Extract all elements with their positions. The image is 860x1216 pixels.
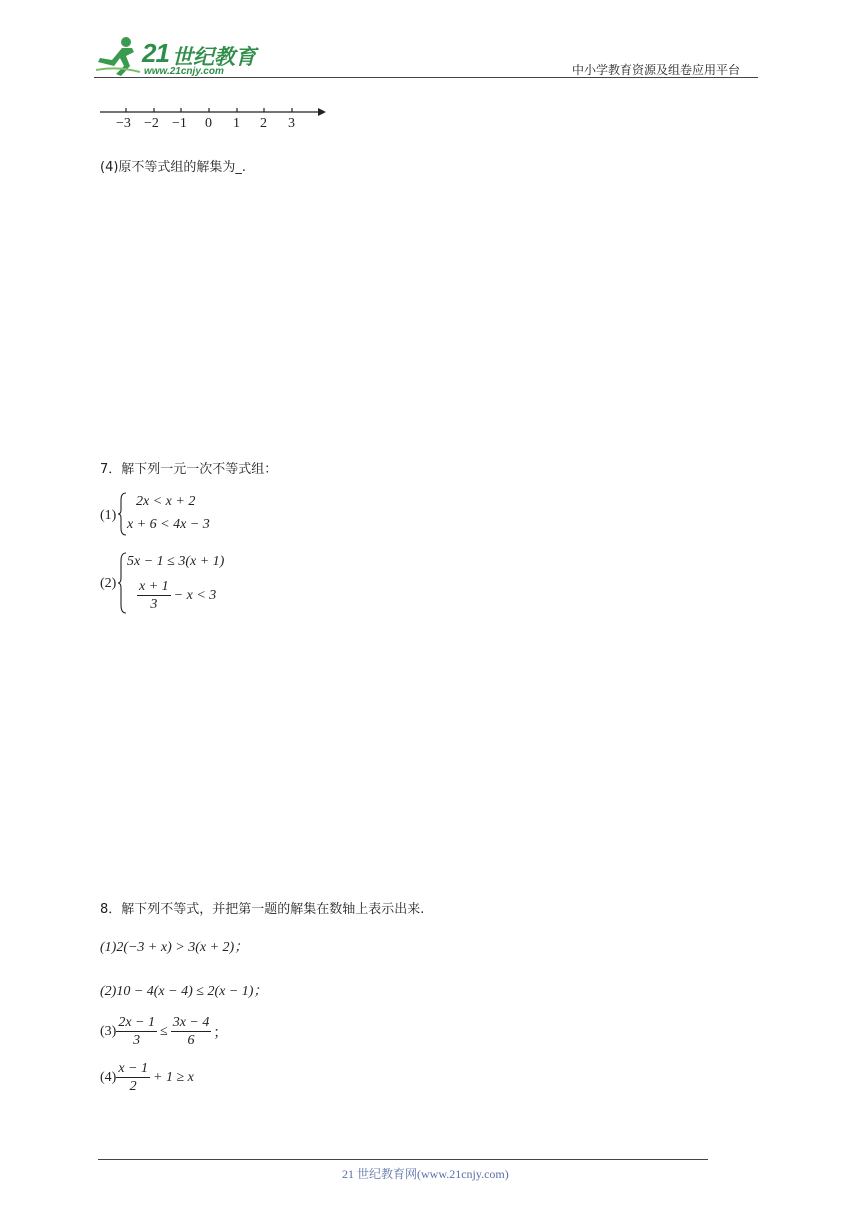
footer-rule	[98, 1159, 708, 1160]
tick-label: 3	[288, 116, 295, 131]
denominator: 3	[150, 597, 158, 612]
relation: ≤	[160, 1023, 168, 1039]
fraction	[171, 1014, 212, 1049]
denominator: 6	[187, 1033, 195, 1048]
tick-label: −2	[144, 116, 159, 131]
q8-part4	[100, 1060, 194, 1095]
fraction	[116, 1060, 150, 1095]
q7-part1-line2: x + 6 < 4x − 3	[127, 517, 210, 532]
header-rule	[94, 77, 758, 78]
fraction	[116, 1014, 157, 1049]
q7-part2-line1: 5x − 1 ≤ 3(x + 1)	[127, 554, 225, 569]
expression-rest: − x < 3	[173, 587, 217, 603]
q8-title: 8．解下列不等式，并把第一题的解集在数轴上表示出来.	[100, 902, 425, 917]
numerator: x − 1	[118, 1061, 148, 1076]
logo-text: 世纪教育	[172, 45, 256, 69]
logo-number: 21	[142, 38, 169, 68]
runner-logo-icon	[94, 36, 142, 76]
tick-label: −3	[116, 116, 131, 131]
number-line	[96, 100, 336, 134]
part-label: (4)	[100, 1069, 117, 1085]
terminator: ；	[213, 1025, 228, 1041]
footer-link[interactable]: 21 世纪教育网(www.21cnjy.com)	[342, 1167, 509, 1181]
denominator: 2	[129, 1079, 137, 1094]
logo-url: www.21cnjy.com	[144, 66, 224, 77]
q7-part1-label: (1)	[100, 508, 117, 523]
part-label: (3)	[100, 1023, 117, 1039]
q7-part2-label: (2)	[100, 576, 117, 591]
tick-label: 1	[233, 116, 240, 131]
q8-part3	[100, 1014, 227, 1049]
q8-part1: (1)2(−3 + x) > 3(x + 2)；	[100, 940, 249, 955]
numerator: 2x − 1	[118, 1015, 155, 1030]
numerator: x + 1	[139, 579, 169, 594]
site-logo	[94, 34, 264, 80]
q8-part2: (2)10 − 4(x − 4) ≤ 2(x − 1)；	[100, 984, 268, 999]
header-platform-text: 中小学教育资源及组卷应用平台	[572, 63, 741, 77]
expression-rest: + 1 ≥ x	[153, 1069, 194, 1085]
q7-part1-line1: 2x < x + 2	[136, 494, 196, 509]
fraction	[137, 578, 171, 613]
numerator: 3x − 4	[172, 1015, 210, 1030]
tick-label: −1	[172, 116, 187, 131]
denominator: 3	[133, 1033, 141, 1048]
q7-title: 7．解下列一元一次不等式组：	[100, 462, 278, 477]
tick-label: 0	[205, 116, 212, 131]
tick-label: 2	[260, 116, 267, 131]
q7-part2-line2	[137, 578, 216, 613]
q6-part4: (4)原不等式组的解集为_.	[100, 160, 247, 175]
